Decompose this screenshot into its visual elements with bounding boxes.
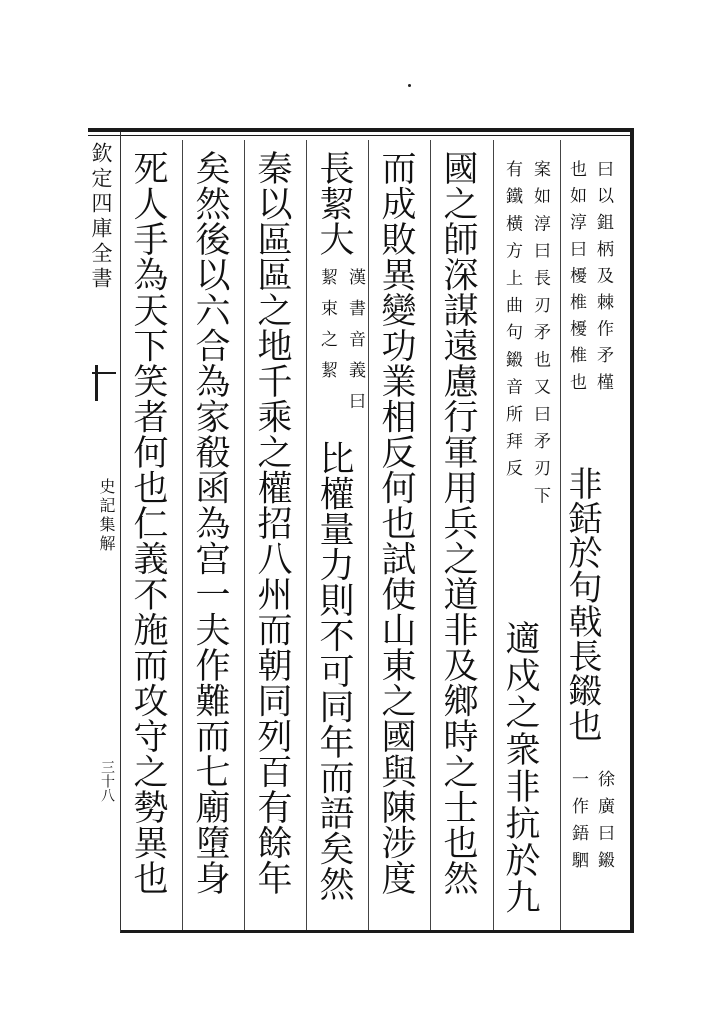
annotation-line: 徐廣曰鎩 (594, 770, 614, 878)
main-text: 而成敗異變功業相反何也試使山東之國與陳涉度 (376, 150, 416, 896)
main-text: 非銛於句戟長鎩也 (562, 466, 602, 742)
main-text: 矣然後以六合為家殽函為宫一夫作難而七廟墮身 (190, 150, 230, 896)
annotation-line: 曰以鉏柄及棘作矛槿 (593, 160, 613, 400)
column-divider (306, 140, 307, 930)
main-text: 秦以區區之地千乘之權招八州而朝同列百有餘年 (252, 150, 292, 896)
spine-rule (120, 132, 121, 932)
main-text: 長絜大 (314, 150, 354, 257)
frame-top-border (88, 128, 634, 132)
column-divider (182, 140, 183, 930)
fishtail-tick (92, 372, 116, 374)
frame-right-border (630, 128, 634, 933)
margin-title: 欽定四庫全書 (89, 142, 113, 292)
annotation-line: 絜束之絜 (317, 268, 337, 392)
main-text: 適戍之衆非抗於九 (500, 620, 540, 916)
column-divider (430, 140, 431, 930)
annotation-line: 也如淳曰櫌椎櫌椎也 (566, 160, 586, 400)
annotation-line: 漢書音義曰 (345, 268, 365, 423)
main-text: 死人手為天下笑者何也仁義不施而攻守之勢異也 (128, 150, 168, 896)
main-text: 國之師深謀遠慮行軍用兵之道非及鄉時之士也然 (438, 150, 478, 896)
column-divider (493, 140, 494, 930)
frame-top-inner-border (88, 135, 634, 136)
fishtail-mark (95, 365, 98, 401)
annotation-line: 有鐵橫方上曲句鎩音所拜反 (502, 160, 522, 487)
annotation-line: 案如淳曰長刃矛也又曰矛刃下 (530, 160, 550, 514)
column-divider (244, 140, 245, 930)
main-text: 比權量力則不可同年而語矣然 (314, 440, 354, 902)
annotation-line: 一作鋙駟 (568, 770, 588, 878)
frame-bottom-border (120, 930, 634, 933)
margin-book-title: 史記集解 (97, 478, 116, 554)
ink-speck (408, 84, 411, 87)
column-divider (368, 140, 369, 930)
margin-folio: 三十八 (99, 760, 115, 802)
column-divider (560, 140, 561, 930)
